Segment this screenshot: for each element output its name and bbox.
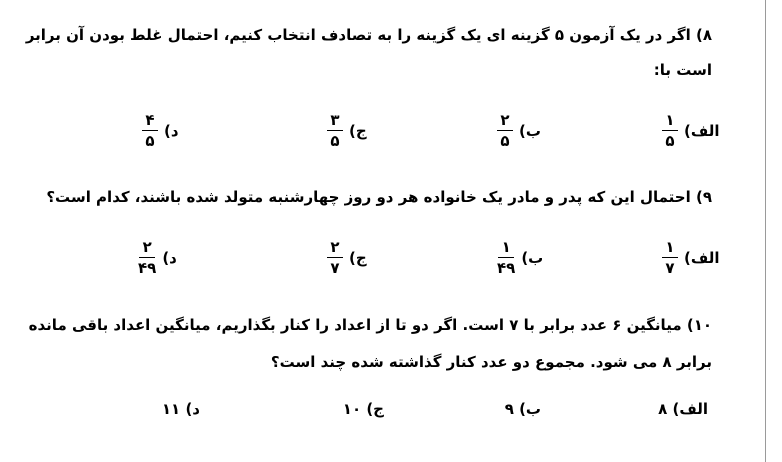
q9-option-a[interactable] [662,240,720,276]
q9-option-d[interactable] [138,240,177,276]
option-label: الف) [684,249,720,267]
option-label: ب) [519,122,541,140]
question-10-line-1: ۱۰) میانگین ۶ عدد برابر با ۷ است. اگر دو تا از اعداد را کنار بگذاریم، میانگین اعداد باقی مانده [28,316,712,334]
fraction: $\frac{۴}{۵}$ [142,113,158,149]
question-8-line-1: ۸) اگر در یک آزمون ۵ گزینه ای یک گزینه را به تصادف انتخاب کنیم، احتمال غلط بودن آن برابر [25,26,712,44]
fraction: $\frac{۲}{۴۹}$ [138,238,157,277]
question-10-line-2: برابر ۸ می شود. مجموع دو عدد کنار گذاشته شده چند است؟ [270,353,712,371]
q8-option-a[interactable] [662,113,720,149]
q10-option-a[interactable]: الف) ۸ [658,400,708,418]
fraction: $\frac{۳}{۵}$ [327,113,343,149]
fraction: $\frac{۲}{۷}$ [327,240,343,276]
q9-option-b[interactable] [497,240,543,276]
option-label: د) [162,249,177,267]
fraction: $\frac{۱}{۷}$ [662,240,678,276]
q8-option-d[interactable] [142,113,179,149]
option-label: ج) [349,249,367,267]
q8-option-c[interactable] [327,113,367,149]
fraction: $\frac{۱}{۴۹}$ [497,238,516,277]
option-label: ب) [521,249,544,267]
question-8-line-2: است با: [653,61,712,79]
q8-option-b[interactable] [497,113,541,149]
q10-option-c[interactable]: ج) ۱۰ [342,400,384,418]
fraction: $\frac{۱}{۵}$ [662,113,678,149]
q10-option-b[interactable]: ب) ۹ [504,400,541,418]
fraction: $\frac{۲}{۵}$ [497,113,513,149]
q10-option-d[interactable]: د) ۱۱ [161,400,200,418]
option-label: الف) [684,122,720,140]
option-label: د) [164,122,179,140]
option-label: ج) [349,122,367,140]
q9-option-c[interactable] [327,240,367,276]
question-9-line-1: ۹) احتمال این که پدر و مادر یک خانواده هر دو روز چهارشنبه متولد شده باشند، کدام است؟ [46,188,712,206]
